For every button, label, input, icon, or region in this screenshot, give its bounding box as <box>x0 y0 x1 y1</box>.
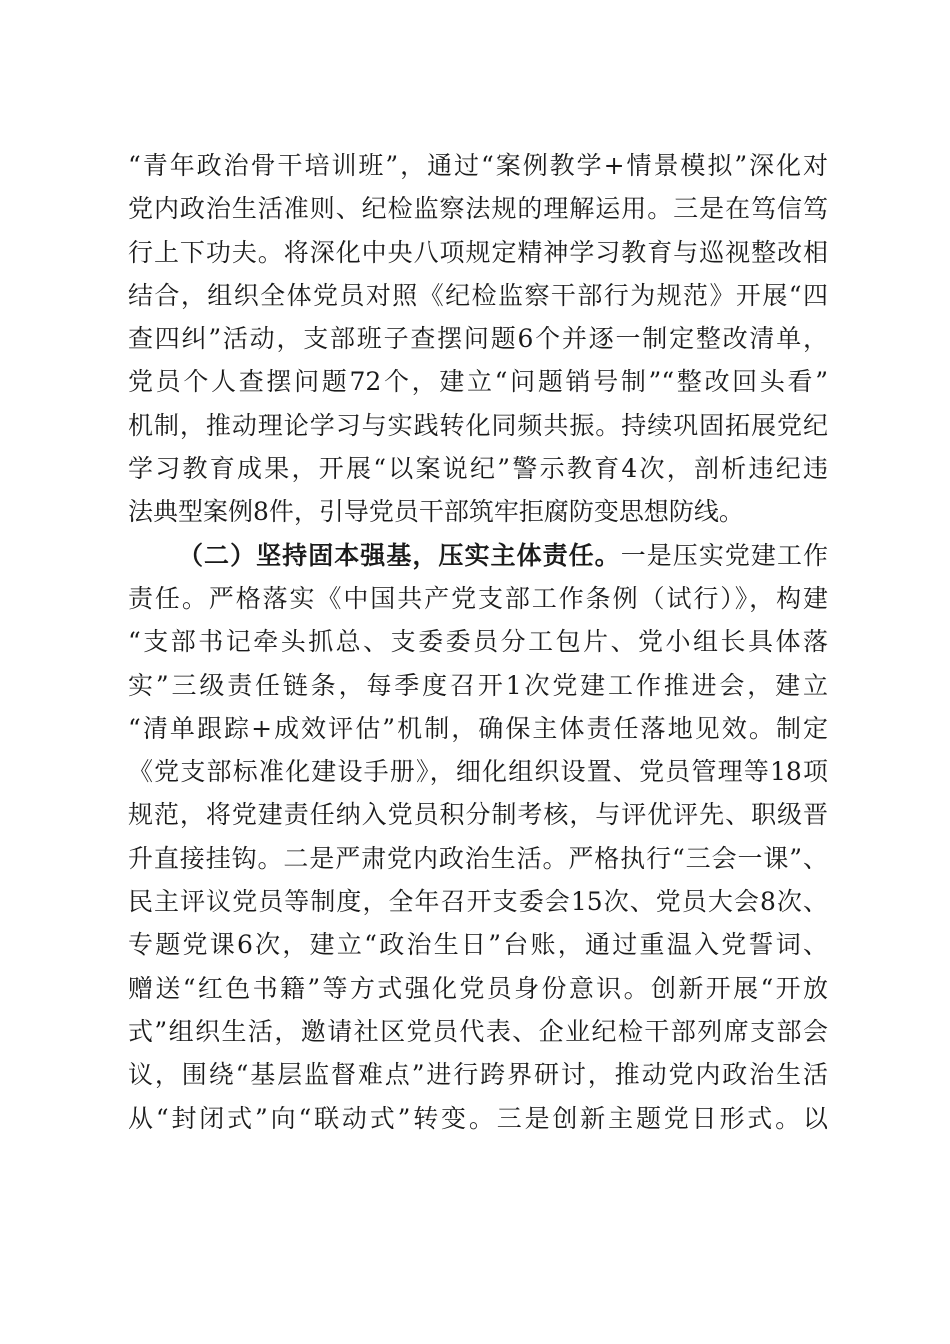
paragraph-line: 升直接挂钩。二是严肃党内政治生活。严格执行“三会一课”、 <box>128 843 828 873</box>
paragraph-line: 《党支部标准化建设手册》，细化组织设置、党员管理等18项 <box>128 757 828 787</box>
paragraph-line: 赠送“红色书籍”等方式强化党员身份意识。创新开展“开放 <box>128 973 828 1003</box>
paragraph-line: 机制，推动理论学习与实践转化同频共振。持续巩固拓展党纪 <box>128 410 828 440</box>
paragraph-line: 规范，将党建责任纳入党员积分制考核，与评优评先、职级晋 <box>128 800 828 830</box>
paragraph-line: 责任。严格落实《中国共产党支部工作条例（试行）》，构建 <box>128 583 828 613</box>
paragraph-line: 法典型案例8件，引导党员干部筑牢拒腐防变思想防线。 <box>128 497 744 527</box>
paragraph-line: 专题党课6次，建立“政治生日”台账，通过重温入党誓词、 <box>128 930 828 960</box>
paragraph-line: 式”组织生活，邀请社区党员代表、企业纪检干部列席支部会 <box>128 1016 828 1046</box>
paragraph-line: 党员个人查摆问题72个，建立“问题销号制”“整改回头看” <box>128 367 828 397</box>
paragraph-line: “支部书记牵头抓总、支委委员分工包片、党小组长具体落 <box>128 627 828 657</box>
paragraph-line: 民主评议党员等制度，全年召开支委会15次、党员大会8次、 <box>128 887 828 917</box>
paragraph-line: 议，围绕“基层监督难点”进行跨界研讨，推动党内政治生活 <box>128 1060 828 1090</box>
paragraph-line: 学习教育成果，开展“以案说纪”警示教育4次，剖析违纪违 <box>128 454 828 484</box>
paragraph-line: 实”三级责任链条，每季度召开1次党建工作推进会，建立 <box>128 670 828 700</box>
paragraph-line: 结合，组织全体党员对照《纪检监察干部行为规范》开展“四 <box>128 280 828 310</box>
paragraph-line: 行上下功夫。将深化中央八项规定精神学习教育与巡视整改相 <box>128 237 828 267</box>
section-heading-rest: 一是压实党建工作 <box>620 540 828 570</box>
section-heading: （二）坚持固本强基，压实主体责任。 <box>178 540 621 570</box>
paragraph-line: 从“封闭式”向“联动式”转变。三是创新主题党日形式。以 <box>128 1103 828 1133</box>
paragraph-line: “清单跟踪+成效评估”机制，确保主体责任落地见效。制定 <box>128 713 828 743</box>
paragraph-line: 党内政治生活准则、纪检监察法规的理解运用。三是在笃信笃 <box>128 194 828 224</box>
paragraph-line: 查四纠”活动，支部班子查摆问题6个并逐一制定整改清单， <box>128 324 828 354</box>
document-body <box>128 144 828 1140</box>
paragraph-line: “青年政治骨干培训班”，通过“案例教学+情景模拟”深化对 <box>128 151 828 180</box>
section-heading-line <box>128 534 828 577</box>
